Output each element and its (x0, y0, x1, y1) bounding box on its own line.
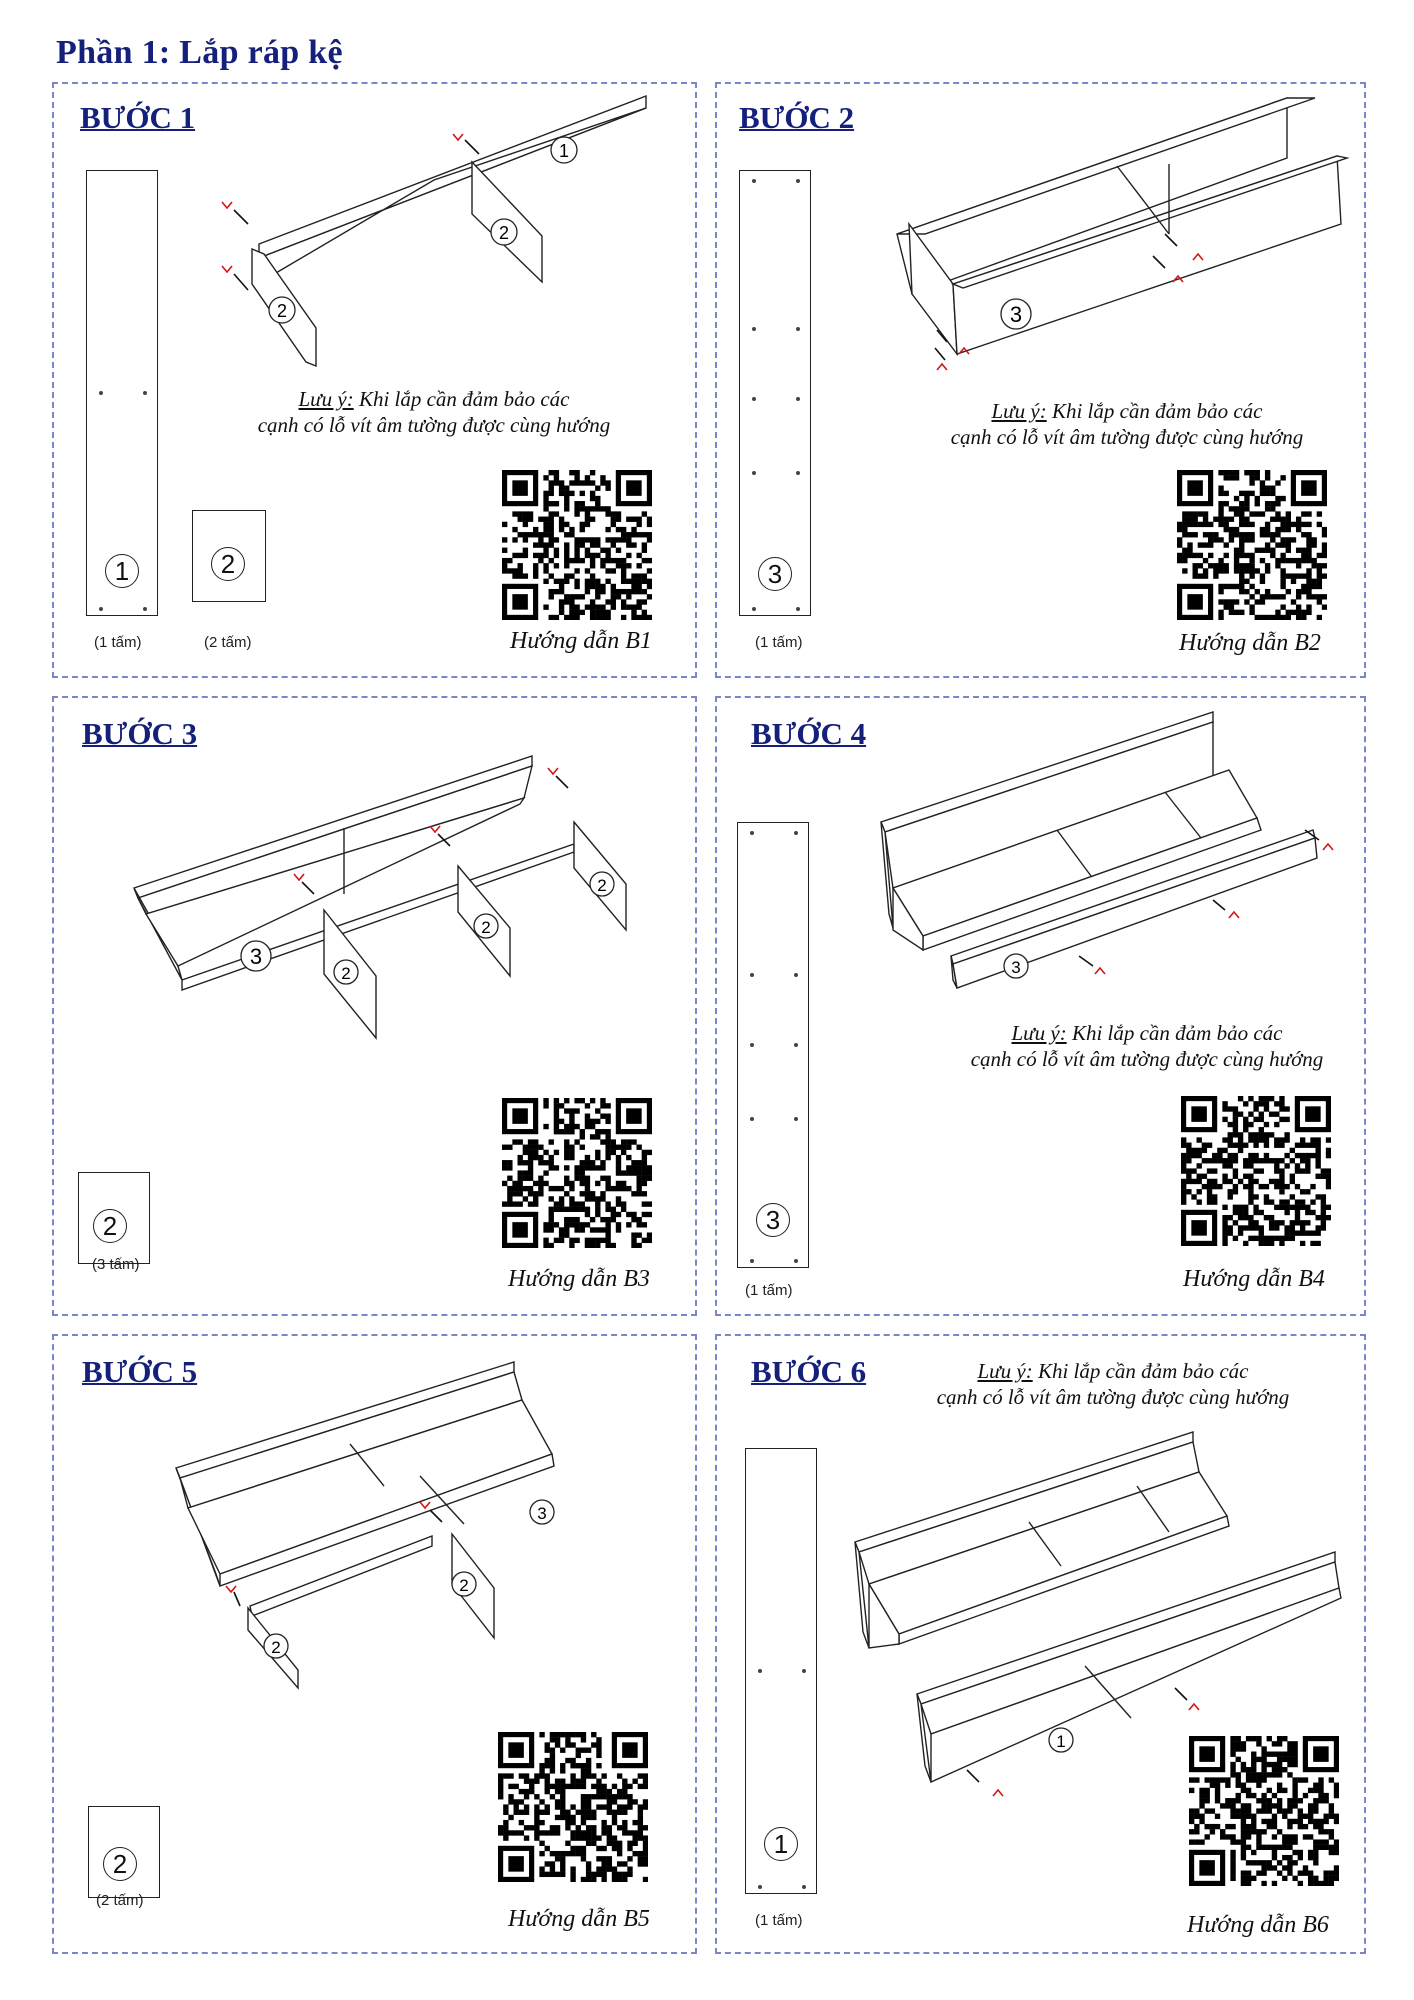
note-prefix: Lưu ý: (977, 1359, 1033, 1383)
step-4-guide-label: Hướng dẫn B4 (1183, 1266, 1325, 1292)
step-6-guide-label: Hướng dẫn B6 (1187, 1912, 1329, 1938)
assembly-label: 3 (1009, 302, 1023, 327)
note-line-1: Khi lắp cần đảm bảo các (1071, 1021, 1283, 1045)
step-1-assembly-drawing (54, 84, 699, 384)
step-2-title: BƯỚC 2 (739, 100, 855, 135)
step-2-panel (715, 82, 1366, 678)
step-3-guide-label: Hướng dẫn B3 (508, 1266, 650, 1292)
note-prefix: Lưu ý: (298, 387, 354, 411)
step-5-assembly-drawing (54, 1336, 699, 1656)
part-number-label: 2 (103, 1847, 137, 1881)
note-prefix: Lưu ý: (991, 399, 1047, 423)
assembly-label: 1 (1056, 1732, 1066, 1751)
part-quantity: (1 tấm) (755, 634, 803, 651)
part-number-label: 1 (764, 1827, 798, 1861)
part-number-label: 2 (93, 1209, 127, 1243)
part-number-label: 2 (211, 547, 245, 581)
part-number-label: 3 (756, 1203, 790, 1237)
step-6-qr-code[interactable] (1189, 1736, 1339, 1886)
part-quantity: (2 tấm) (204, 634, 252, 651)
step-4-title: BƯỚC 4 (751, 716, 867, 751)
assembly-label: 2 (276, 301, 288, 321)
note-line-1: Khi lắp cần đảm bảo các (1051, 399, 1263, 423)
step-5-title: BƯỚC 5 (82, 1354, 198, 1389)
step-5-panel (52, 1334, 697, 1954)
page-title: Phần 1: Lắp ráp kệ (56, 34, 343, 71)
step-4-qr-code[interactable] (1181, 1096, 1331, 1246)
step-1-note (204, 386, 664, 438)
note-line-1: Khi lắp cần đảm bảo các (1037, 1359, 1249, 1383)
assembly-label: 2 (271, 1638, 281, 1657)
note-line-2: cạnh có lỗ vít âm tường được cùng hướng (257, 413, 611, 437)
step-5-qr-code[interactable] (498, 1732, 648, 1882)
step-5-guide-label: Hướng dẫn B5 (508, 1906, 650, 1932)
note-line-2: cạnh có lỗ vít âm tường được cùng hướng (970, 1047, 1324, 1071)
part-2-panel (192, 510, 266, 602)
part-quantity: (1 tấm) (94, 634, 142, 651)
step-1-title: BƯỚC 1 (80, 100, 196, 135)
step-2-note (907, 398, 1347, 450)
part-quantity: (1 tấm) (755, 1912, 803, 1929)
assembly-label: 2 (481, 918, 491, 937)
part-quantity: (1 tấm) (745, 1282, 793, 1299)
note-line-2: cạnh có lỗ vít âm tường được cùng hướng (950, 425, 1304, 449)
note-prefix: Lưu ý: (1011, 1021, 1067, 1045)
note-line-2: cạnh có lỗ vít âm tường được cùng hướng (936, 1385, 1290, 1409)
assembly-label: 2 (498, 223, 510, 243)
step-3-assembly-drawing (54, 698, 699, 1098)
assembly-label: 2 (341, 964, 351, 983)
part-number-label: 3 (758, 557, 792, 591)
assembly-label: 1 (558, 141, 570, 161)
part-number-label: 1 (105, 554, 139, 588)
step-3-title: BƯỚC 3 (82, 716, 198, 751)
assembly-label: 2 (597, 876, 607, 895)
step-1-panel (52, 82, 697, 678)
step-4-note (937, 1020, 1357, 1072)
step-2-qr-code[interactable] (1177, 470, 1327, 620)
step-2-guide-label: Hướng dẫn B2 (1179, 630, 1321, 656)
step-4-panel (715, 696, 1366, 1316)
step-1-qr-code[interactable] (502, 470, 652, 620)
assembly-label: 3 (1011, 958, 1021, 977)
step-6-panel (715, 1334, 1366, 1954)
step-2-assembly-drawing (717, 84, 1368, 384)
assembly-label: 3 (249, 944, 263, 969)
step-1-guide-label: Hướng dẫn B1 (510, 628, 652, 654)
step-6-assembly-drawing (717, 1336, 1368, 1796)
part-2-panel (88, 1806, 160, 1898)
note-line-1: Khi lắp cần đảm bảo các (358, 387, 570, 411)
step-3-panel (52, 696, 697, 1316)
assembly-label: 3 (537, 1504, 547, 1523)
step-6-title: BƯỚC 6 (751, 1354, 867, 1389)
step-3-qr-code[interactable] (502, 1098, 652, 1248)
step-4-assembly-drawing (717, 698, 1368, 1018)
part-quantity: (2 tấm) (96, 1892, 144, 1909)
part-2-panel (78, 1172, 150, 1264)
part-quantity: (3 tấm) (92, 1256, 140, 1273)
assembly-label: 2 (459, 1576, 469, 1595)
